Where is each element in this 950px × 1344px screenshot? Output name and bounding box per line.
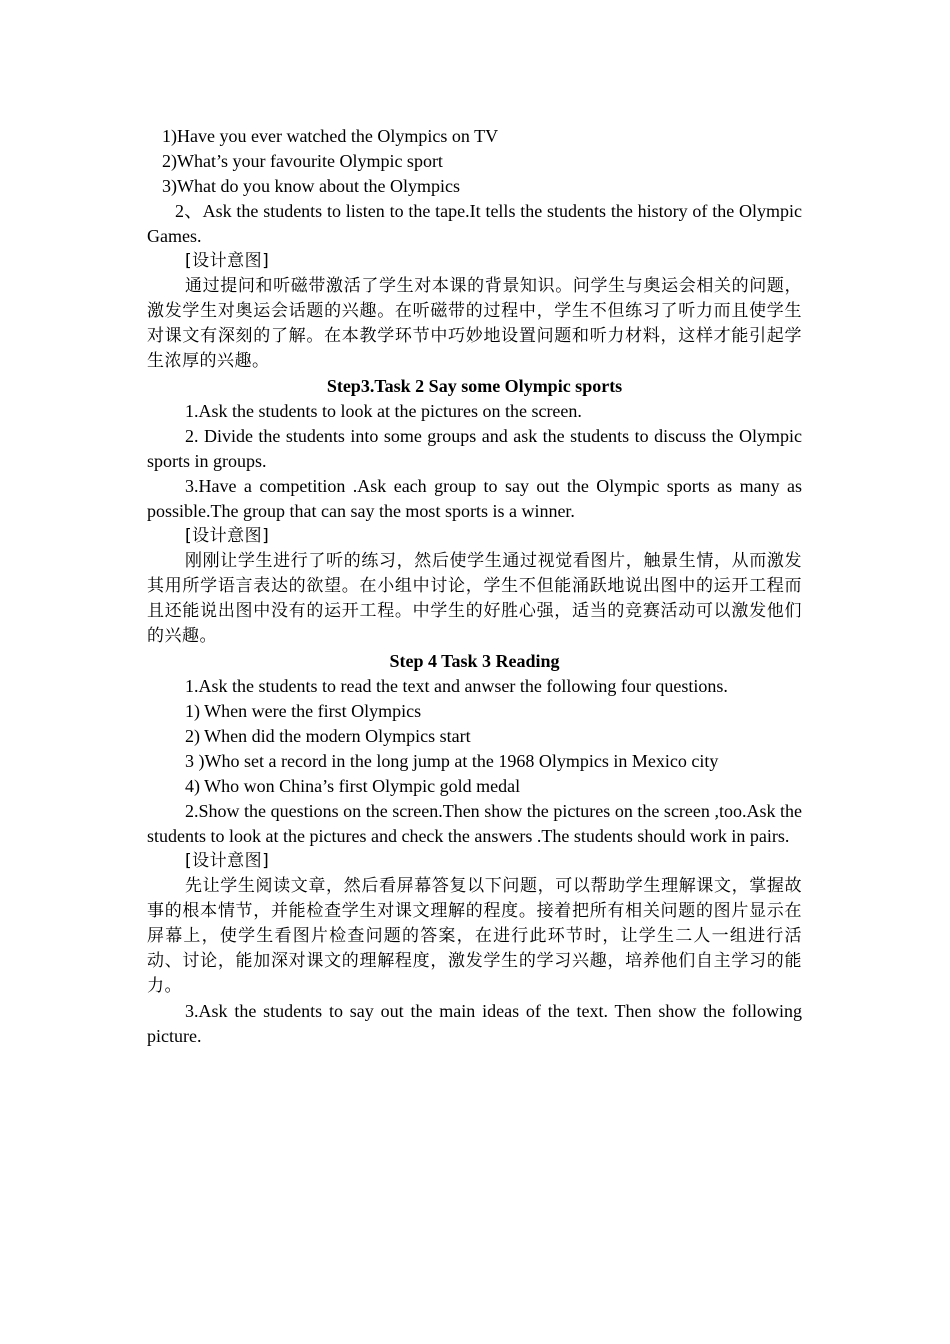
- task2-item-3: 3.Have a competition .Ask each group to say out the Olympic sports as many as possible.The group that can say the most sports is a winner.: [147, 476, 802, 521]
- reading-question-3: 3 )Who set a record in the long jump at the 1968 Olympics in Mexico city: [185, 751, 719, 771]
- question-2: 2)What’s your favourite Olympic sport: [162, 151, 443, 171]
- design-intent-text: 通过提问和听磁带激活了学生对本课的背景知识。问学生与奥运会相关的问题，激发学生对奥运会话题的兴趣。在听磁带的过程中，学生不但练习了听力而且使学生对课文有深刻的了解。在本教学环节中巧妙地设置问题和听力材料，这样才能引起学生浓厚的兴趣。: [147, 276, 802, 371]
- reading-item-2: 2.Show the questions on the screen.Then show the pictures on the screen ,too.Ask the students to look at the pictures and check the answers .The students should work in pairs.: [147, 801, 802, 846]
- reading-question-2: 2) When did the modern Olympics start: [185, 726, 471, 746]
- reading-question-1: 1) When were the first Olympics: [185, 701, 422, 721]
- design-intent-label: [设计意图]: [185, 851, 270, 871]
- reading-item-1: 1.Ask the students to read the text and anwser the following four questions.: [185, 676, 728, 696]
- section-heading: Step3.Task 2 Say some Olympic sports: [326, 376, 623, 396]
- task2-item-2: 2. Divide the students into some groups and ask the students to discuss the Olympic sports in groups.: [147, 426, 802, 471]
- design-intent-text: 先让学生阅读文章，然后看屏幕答复以下问题，可以帮助学生理解课文，掌握故事的根本情节，并能检查学生对课文理解的程度。接着把所有相关问题的图片显示在屏幕上，使学生看图片检查问题的答案，在进行此环节时，让学生二人一组进行活动、讨论，能加深对课文的理解程度，激发学生的学习兴趣，培养他们自主学习的能力。: [147, 876, 802, 996]
- section-heading: Step 4 Task 3 Reading: [389, 651, 560, 671]
- design-intent-label: [设计意图]: [185, 251, 270, 271]
- design-intent-label: [设计意图]: [185, 526, 270, 546]
- task2-item-1: 1.Ask the students to look at the pictures on the screen.: [185, 401, 582, 421]
- listening-instruction: 2、Ask the students to listen to the tape.It tells the students the history of the Olympic Games.: [147, 201, 802, 246]
- reading-item-3: 3.Ask the students to say out the main ideas of the text. Then show the following picture.: [147, 1001, 802, 1046]
- question-1: 1)Have you ever watched the Olympics on TV: [162, 126, 499, 146]
- document-page: [147, 124, 802, 1049]
- question-3: 3)What do you know about the Olympics: [162, 176, 460, 196]
- reading-question-4: 4) Who won China’s first Olympic gold medal: [185, 776, 521, 796]
- design-intent-text: 刚刚让学生进行了听的练习，然后使学生通过视觉看图片，触景生情，从而激发其用所学语言表达的欲望。在小组中讨论，学生不但能涌跃地说出图中的运开工程而且还能说出图中没有的运开工程。中学生的好胜心强，适当的竞赛活动可以激发他们的兴趣。: [147, 551, 802, 646]
